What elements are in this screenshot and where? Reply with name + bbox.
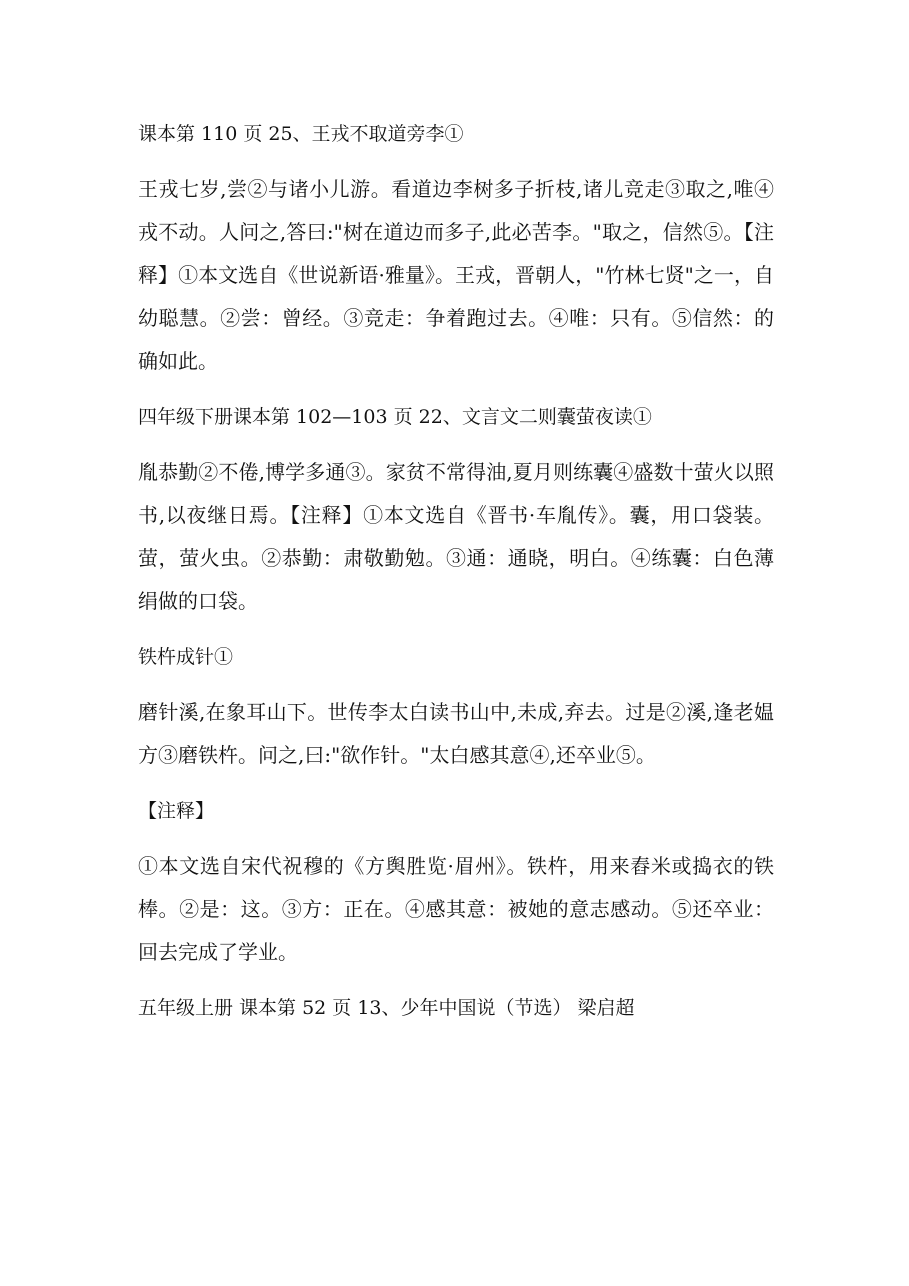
notes-heading: 【注释】 [138, 800, 215, 822]
document-body [138, 116, 774, 1026]
passage-wangrong: 王戎七岁,尝②与诸小儿游。看道边李树多子折枝,诸儿竞走③取之,唯④戎不动。人问之,答曰:"树在道边而多子,此必苦李。"取之，信然⑤。【注释】①本文选自《世说新语·雅量》。王戎，晋朝人，"竹林七贤"之一，自幼聪慧。②尝：曾经。③竞走：争着跑过去。④唯：只有。⑤信然：的确如此。 [138, 177, 774, 373]
passage-nangying: 胤恭勤②不倦,博学多通③。家贫不常得油,夏月则练囊④盛数十萤火以照书,以夜继日焉。【注释】①本文选自《晋书·车胤传》。囊，用口袋装。萤，萤火虫。②恭勤：肃敬勤勉。③通：通晓，明白。④练囊：白色薄绢做的口袋。 [138, 460, 774, 613]
passage-tiechu: 磨针溪,在象耳山下。世传李太白读书山中,未成,弃去。过是②溪,逢老媪方③磨铁杵。问之,曰:"欲作针。"太白感其意④,还卒业⑤。 [138, 700, 774, 767]
section-heading-nangying: 四年级下册课本第 102—103 页 22、文言文二则囊萤夜读① [138, 406, 652, 428]
section-heading-shaonian: 五年级上册 课本第 52 页 13、少年中国说（节选） 梁启超 [138, 997, 635, 1019]
passage-tiechu-notes: ①本文选自宋代祝穆的《方舆胜览·眉州》。铁杵，用来舂米或捣衣的铁棒。②是：这。③方：正在。④感其意：被她的意志感动。⑤还卒业：回去完成了学业。 [138, 854, 774, 964]
section-heading-tiechu: 铁杵成针① [138, 646, 234, 668]
section-heading-wangrong: 课本第 110 页 25、王戎不取道旁李① [138, 123, 464, 145]
